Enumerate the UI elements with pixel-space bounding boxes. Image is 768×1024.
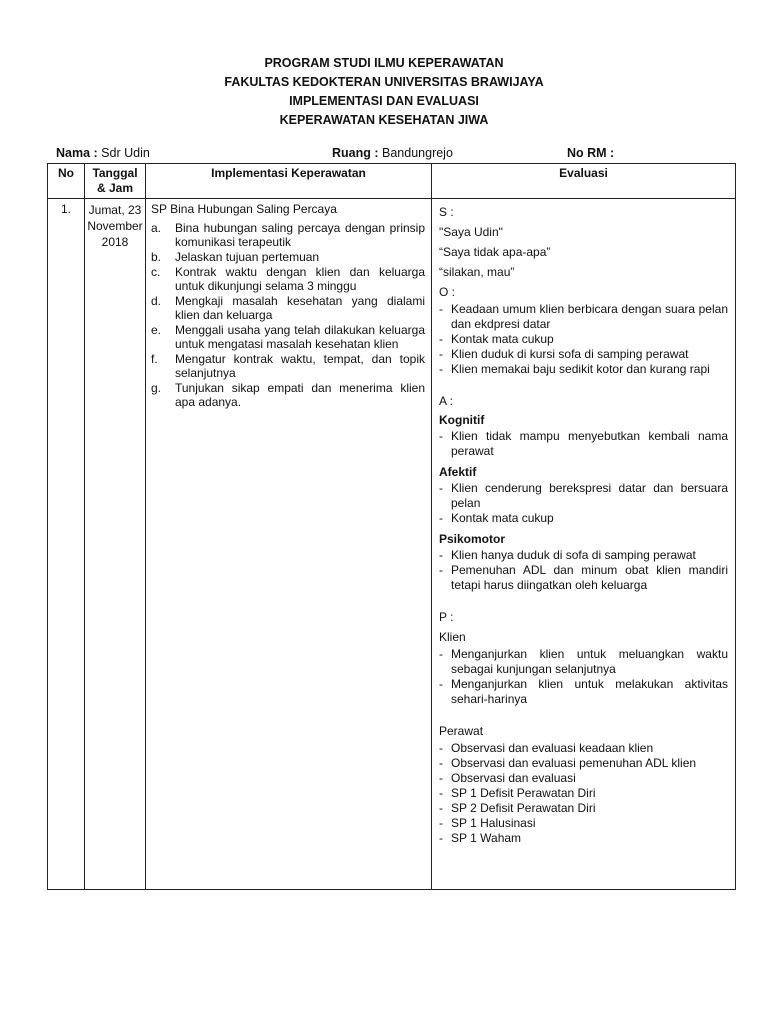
list-item: b. Jelaskan tujuan pertemuan	[151, 250, 320, 264]
afektif-list	[439, 481, 728, 526]
list-item: - Kontak mata cukup	[439, 332, 554, 346]
list-item: - Menganjurkan klien untuk melakukan aktivitas sehari-harinya	[439, 677, 728, 706]
list-item: f. Mengatur kontrak waktu, tempat, dan topik selanjutnya	[151, 352, 425, 380]
ruang-label: Ruang :	[332, 146, 379, 160]
table-row	[48, 199, 736, 890]
afektif-heading: Afektif	[439, 465, 477, 479]
implementation-cell	[146, 199, 432, 890]
implementation-title: SP Bina Hubungan Saling Percaya	[151, 202, 337, 216]
header-line-faculty: FAKULTAS KEDOKTERAN UNIVERSITAS BRAWIJAYA	[224, 75, 544, 89]
list-item: - SP 1 Waham	[439, 831, 522, 845]
list-item: - Klien cenderung berekspresi datar dan bersuara pelan	[439, 481, 728, 510]
header-line-subtitle: KEPERAWATAN KESEHATAN JIWA	[279, 113, 489, 127]
medical-record-field	[567, 146, 614, 160]
list-item: - Observasi dan evaluasi	[439, 771, 576, 785]
norm-label: No RM :	[567, 146, 615, 160]
list-item: e. Menggali usaha yang telah dilakukan keluarga untuk mengatasi masalah kesehatan klien	[151, 323, 425, 351]
klien-heading: Klien	[439, 630, 466, 644]
list-item: - Observasi dan evaluasi pemenuhan ADL klien	[439, 756, 697, 770]
row-number: 1.	[48, 199, 85, 890]
header-no: No	[48, 164, 85, 199]
subjective-line: “silakan, mau”	[439, 265, 515, 279]
list-item: - Klien hanya duduk di sofa di samping perawat	[439, 548, 696, 562]
list-item: - Klien tidak mampu menyebutkan kembali nama perawat	[439, 429, 728, 458]
psikomotor-list	[439, 548, 728, 593]
list-item: c. Kontrak waktu dengan klien dan keluarga untuk dikunjungi selama 3 minggu	[151, 265, 425, 293]
header-implementasi: Implementasi Keperawatan	[146, 164, 432, 199]
list-item: - SP 1 Defisit Perawatan Diri	[439, 786, 596, 800]
list-item: - Kontak mata cukup	[439, 511, 554, 525]
header-evaluasi: Evaluasi	[432, 164, 736, 199]
implementation-evaluation-table	[47, 163, 736, 890]
table-header-row	[48, 164, 736, 199]
subjective-label: S :	[439, 205, 454, 219]
objective-label: O :	[439, 285, 456, 299]
list-item: - SP 1 Halusinasi	[439, 816, 536, 830]
list-item: a. Bina hubungan saling percaya dengan prinsip komunikasi terapeutik	[151, 221, 425, 249]
objective-list	[439, 302, 728, 377]
header-tanggal: Tanggal & Jam	[85, 164, 146, 199]
nama-label: Nama :	[56, 146, 98, 160]
plan-label: P :	[439, 610, 454, 624]
list-item: - Pemenuhan ADL dan minum obat klien mandiri tetapi harus diingatkan oleh keluarga	[439, 563, 728, 592]
list-item: - Keadaan umum klien berbicara dengan suara pelan dan ekdpresi datar	[439, 302, 728, 331]
subjective-line: "Saya Udin"	[439, 225, 503, 239]
klien-list	[439, 647, 728, 707]
subjective-line: “Saya tidak apa-apa”	[439, 245, 551, 259]
implementation-list	[151, 221, 425, 409]
kognitif-list	[439, 429, 728, 459]
psikomotor-heading: Psikomotor	[439, 532, 506, 546]
kognitif-heading: Kognitif	[439, 413, 485, 427]
room-field	[332, 146, 453, 160]
ruang-value: Bandungrejo	[382, 146, 453, 160]
list-item: - Observasi dan evaluasi keadaan klien	[439, 741, 654, 755]
perawat-heading: Perawat	[439, 724, 484, 738]
list-item: g. Tunjukan sikap empati dan menerima klien apa adanya.	[151, 381, 425, 409]
patient-name-field	[56, 146, 150, 160]
list-item: d. Mengkaji masalah kesehatan yang dialami klien dan keluarga	[151, 294, 425, 322]
list-item: - Klien duduk di kursi sofa di samping perawat	[439, 347, 689, 361]
list-item: - Menganjurkan klien untuk meluangkan waktu sebagai kunjungan selanjutnya	[439, 647, 728, 676]
assessment-label: A :	[439, 394, 454, 408]
header-line-title: IMPLEMENTASI DAN EVALUASI	[289, 94, 479, 108]
nama-value: Sdr Udin	[101, 146, 150, 160]
perawat-list	[439, 741, 728, 846]
row-date: Jumat, 23 November 2018	[85, 199, 146, 890]
evaluation-cell	[432, 199, 736, 890]
list-item: - Klien memakai baju sedikit kotor dan kurang rapi	[439, 362, 710, 376]
list-item: - SP 2 Defisit Perawatan Diri	[439, 801, 596, 815]
document-header	[0, 54, 768, 130]
header-line-program: PROGRAM STUDI ILMU KEPERAWATAN	[264, 56, 504, 70]
